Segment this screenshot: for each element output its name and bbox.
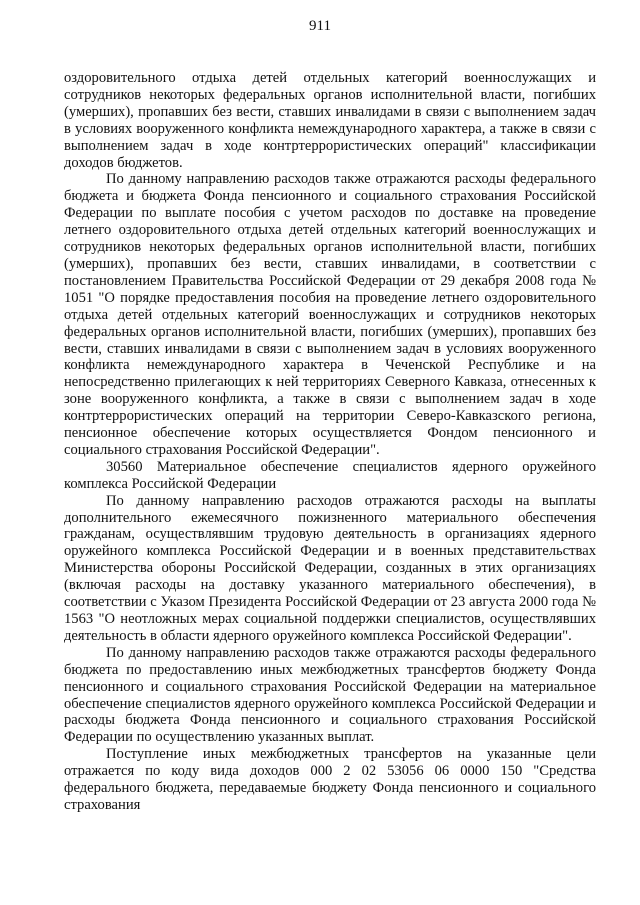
paragraph-transfers: По данному направлению расходов также отражаются расходы федерального бюджета по предоставлению иных межбюджетных трансфертов бюджету Фонда пенсионного и социального страхования Российской Федерации на материальное обеспечение специалистов ядерного оружейного комплекса Российской Федерации и расходы бюджета Фонда пенсионного и социального страхования Российской Федерации по осуществлению указанных выплат. (64, 644, 596, 746)
paragraph-continuation: оздоровительного отдыха детей отдельных категорий военнослужащих и сотрудников некоторых федеральных органов исполнительной власти, погибших (умерших), пропавших без вести, ставших инвалидами в связи с выполнением задач в условиях вооруженного конфликта немеждународного характера, а также в связи с выполнением задач в ходе контртеррористических операций" классификации доходов бюджетов. (64, 70, 596, 171)
paragraph-expenses-description: По данному направлению расходов отражаются расходы на выплаты дополнительного ежемесячного пожизненного материального обеспечения гражданам, осуществлявшим трудовую деятельность в организациях ядерного оружейного комплекса Российской Федерации и в военных представительствах Министерства обороны Российской Федерации, созданных в этих организациях (включая расходы на доставку указанного материального обеспечения), в соответствии с Указом Президента Российской Федерации от 23 августа 2000 года № 1563 "О неотложных мерах социальной поддержки специалистов, осуществлявших деятельность в области ядерного оружейного комплекса Российской Федерации". (64, 492, 596, 644)
paragraph-additional-expenses: По данному направлению расходов также отражаются расходы федерального бюджета и бюджета Фонда пенсионного и социального страхования Российской Федерации по выплате пособия с учетом расходов по доставке на проведение летнего оздоровительного отдыха детей отдельных категорий военнослужащих и сотрудников некоторых федеральных органов исполнительной власти, погибших (умерших), пропавших без вести, ставших инвалидами, в соответствии с постановлением Правительства Российской Федерации от 29 декабря 2008 года № 1051 "О порядке предоставления пособия на проведение летнего оздоровительного отдыха детей отдельных категорий военнослужащих и сотрудников некоторых федеральных органов исполнительной власти, погибших (умерших), пропавших без вести, ставших инвалидами в связи с выполнением задач в условиях вооруженного конфликта немеждународного характера в Чеченской Республике и на непосредственно прилегающих к ней территориях Северного Кавказа, отнесенных к зоне вооруженного конфликта, а также в связи с выполнением задач в ходе контртеррористических операций на территории Северо-Кавказского региона, пенсионное обеспечение которых осуществляется Фондом пенсионного и социального страхования Российской Федерации". (64, 171, 596, 458)
paragraph-income-code: Поступление иных межбюджетных трансфертов на указанные цели отражается по коду вида доходов 000 2 02 53056 06 0000 150 "Средства федерального бюджета, передаваемые бюджету Фонда пенсионного и социального страхования (64, 746, 596, 813)
section-heading-30560: 30560 Материальное обеспечение специалистов ядерного оружейного комплекса Российской Федерации (64, 458, 596, 492)
document-body (64, 70, 596, 814)
page-number: 911 (309, 18, 331, 34)
